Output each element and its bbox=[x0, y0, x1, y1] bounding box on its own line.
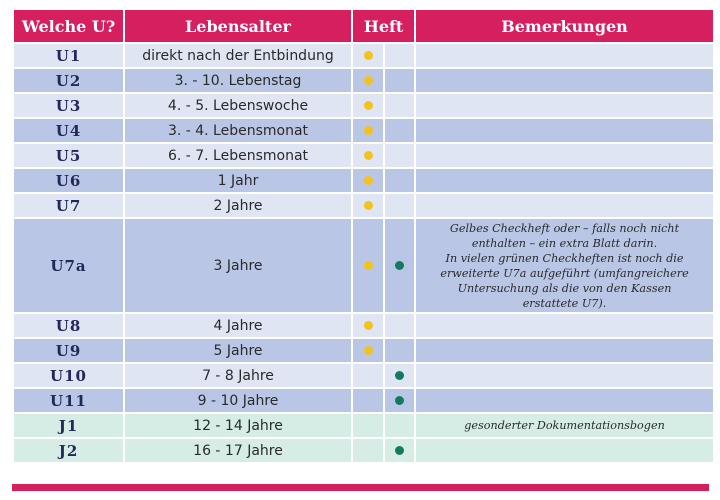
heft-yellow-cell bbox=[353, 119, 383, 142]
heft-teal-cell bbox=[385, 364, 414, 387]
remark-cell bbox=[416, 169, 713, 192]
bottom-accent-bar bbox=[12, 484, 709, 491]
teal-dot-icon bbox=[395, 446, 404, 455]
remark-cell bbox=[416, 339, 713, 362]
table-row bbox=[14, 439, 713, 462]
checkup-age: 3. - 4. Lebensmonat bbox=[125, 119, 351, 142]
checkup-name: U10 bbox=[14, 364, 123, 387]
yellow-dot-icon bbox=[364, 151, 373, 160]
yellow-dot-icon bbox=[364, 51, 373, 60]
remark-cell bbox=[416, 414, 713, 437]
heft-teal-cell bbox=[385, 219, 414, 312]
checkup-name: J1 bbox=[14, 414, 123, 437]
table-row bbox=[14, 414, 713, 437]
yellow-dot-icon bbox=[364, 176, 373, 185]
table-row bbox=[14, 69, 713, 92]
heft-yellow-cell bbox=[353, 364, 383, 387]
remark-cell bbox=[416, 194, 713, 217]
heft-yellow-cell bbox=[353, 169, 383, 192]
heft-teal-cell bbox=[385, 69, 414, 92]
remark-cell bbox=[416, 144, 713, 167]
heft-teal-cell bbox=[385, 94, 414, 117]
heft-teal-cell bbox=[385, 119, 414, 142]
table-row bbox=[14, 44, 713, 67]
remark-cell bbox=[416, 439, 713, 462]
remark-cell bbox=[416, 389, 713, 412]
checkup-age: 6. - 7. Lebensmonat bbox=[125, 144, 351, 167]
remark-cell bbox=[416, 314, 713, 337]
heft-teal-cell bbox=[385, 194, 414, 217]
yellow-dot-icon bbox=[364, 201, 373, 210]
heft-teal-cell bbox=[385, 314, 414, 337]
heft-teal-cell bbox=[385, 169, 414, 192]
teal-dot-icon bbox=[395, 261, 404, 270]
table-row bbox=[14, 169, 713, 192]
checkup-name: U11 bbox=[14, 389, 123, 412]
heft-yellow-cell bbox=[353, 439, 383, 462]
remark-line: Untersuchung als die von den Kassen bbox=[457, 281, 672, 295]
table-row bbox=[14, 314, 713, 337]
checkup-age: 2 Jahre bbox=[125, 194, 351, 217]
remark-cell bbox=[416, 69, 713, 92]
remark-line: Gelbes Checkheft oder – falls noch nicht bbox=[449, 221, 680, 235]
checkup-age: 16 - 17 Jahre bbox=[125, 439, 351, 462]
teal-dot-icon bbox=[395, 371, 404, 380]
checkup-age: 7 - 8 Jahre bbox=[125, 364, 351, 387]
remark-cell bbox=[416, 119, 713, 142]
heft-yellow-cell bbox=[353, 389, 383, 412]
checkup-name: U6 bbox=[14, 169, 123, 192]
checkup-table-container bbox=[12, 8, 709, 464]
checkup-name: U4 bbox=[14, 119, 123, 142]
checkup-age: 3 Jahre bbox=[125, 219, 351, 312]
checkup-age: 1 Jahr bbox=[125, 169, 351, 192]
teal-dot-icon bbox=[395, 396, 404, 405]
checkup-name: U7 bbox=[14, 194, 123, 217]
checkup-age: direkt nach der Entbindung bbox=[125, 44, 351, 67]
yellow-dot-icon bbox=[364, 321, 373, 330]
remark-line: erweiterte U7a aufgeführt (umfangreichere bbox=[440, 266, 689, 280]
table-row bbox=[14, 339, 713, 362]
checkup-age: 3. - 10. Lebenstag bbox=[125, 69, 351, 92]
header-heft: Heft bbox=[353, 10, 414, 42]
table-body bbox=[14, 44, 713, 462]
table-row bbox=[14, 219, 713, 312]
heft-yellow-cell bbox=[353, 69, 383, 92]
remark-line: gesonderter Dokumentationsbogen bbox=[464, 419, 665, 432]
checkup-name: U7a bbox=[14, 219, 123, 312]
header-welche-u: Welche U? bbox=[14, 10, 123, 42]
heft-yellow-cell bbox=[353, 339, 383, 362]
remark-line: In vielen grünen Checkheften ist noch die bbox=[445, 251, 684, 265]
table-row bbox=[14, 119, 713, 142]
remark-cell bbox=[416, 364, 713, 387]
yellow-dot-icon bbox=[364, 76, 373, 85]
checkup-table bbox=[12, 8, 715, 464]
heft-teal-cell bbox=[385, 144, 414, 167]
checkup-age: 5 Jahre bbox=[125, 339, 351, 362]
yellow-dot-icon bbox=[364, 101, 373, 110]
heft-teal-cell bbox=[385, 439, 414, 462]
yellow-dot-icon bbox=[364, 261, 373, 270]
checkup-age: 4. - 5. Lebenswoche bbox=[125, 94, 351, 117]
checkup-name: U8 bbox=[14, 314, 123, 337]
yellow-dot-icon bbox=[364, 346, 373, 355]
remark-line: erstattete U7). bbox=[522, 296, 607, 310]
heft-teal-cell bbox=[385, 44, 414, 67]
checkup-name: J2 bbox=[14, 439, 123, 462]
checkup-age: 4 Jahre bbox=[125, 314, 351, 337]
heft-teal-cell bbox=[385, 414, 414, 437]
heft-yellow-cell bbox=[353, 144, 383, 167]
heft-yellow-cell bbox=[353, 44, 383, 67]
header-lebensalter: Lebensalter bbox=[125, 10, 351, 42]
table-row bbox=[14, 364, 713, 387]
checkup-name: U1 bbox=[14, 44, 123, 67]
heft-yellow-cell bbox=[353, 314, 383, 337]
checkup-name: U2 bbox=[14, 69, 123, 92]
remark-cell bbox=[416, 219, 713, 312]
heft-teal-cell bbox=[385, 389, 414, 412]
checkup-name: U9 bbox=[14, 339, 123, 362]
table-row bbox=[14, 94, 713, 117]
heft-yellow-cell bbox=[353, 194, 383, 217]
checkup-name: U5 bbox=[14, 144, 123, 167]
yellow-dot-icon bbox=[364, 126, 373, 135]
remark-cell bbox=[416, 44, 713, 67]
table-row bbox=[14, 144, 713, 167]
checkup-age: 9 - 10 Jahre bbox=[125, 389, 351, 412]
table-row bbox=[14, 389, 713, 412]
header-bemerkungen: Bemerkungen bbox=[416, 10, 713, 42]
heft-teal-cell bbox=[385, 339, 414, 362]
heft-yellow-cell bbox=[353, 94, 383, 117]
table-row bbox=[14, 194, 713, 217]
remark-cell bbox=[416, 94, 713, 117]
heft-yellow-cell bbox=[353, 219, 383, 312]
heft-yellow-cell bbox=[353, 414, 383, 437]
table-header-row bbox=[14, 10, 713, 42]
checkup-age: 12 - 14 Jahre bbox=[125, 414, 351, 437]
remark-line: enthalten – ein extra Blatt darin. bbox=[471, 236, 658, 250]
checkup-name: U3 bbox=[14, 94, 123, 117]
